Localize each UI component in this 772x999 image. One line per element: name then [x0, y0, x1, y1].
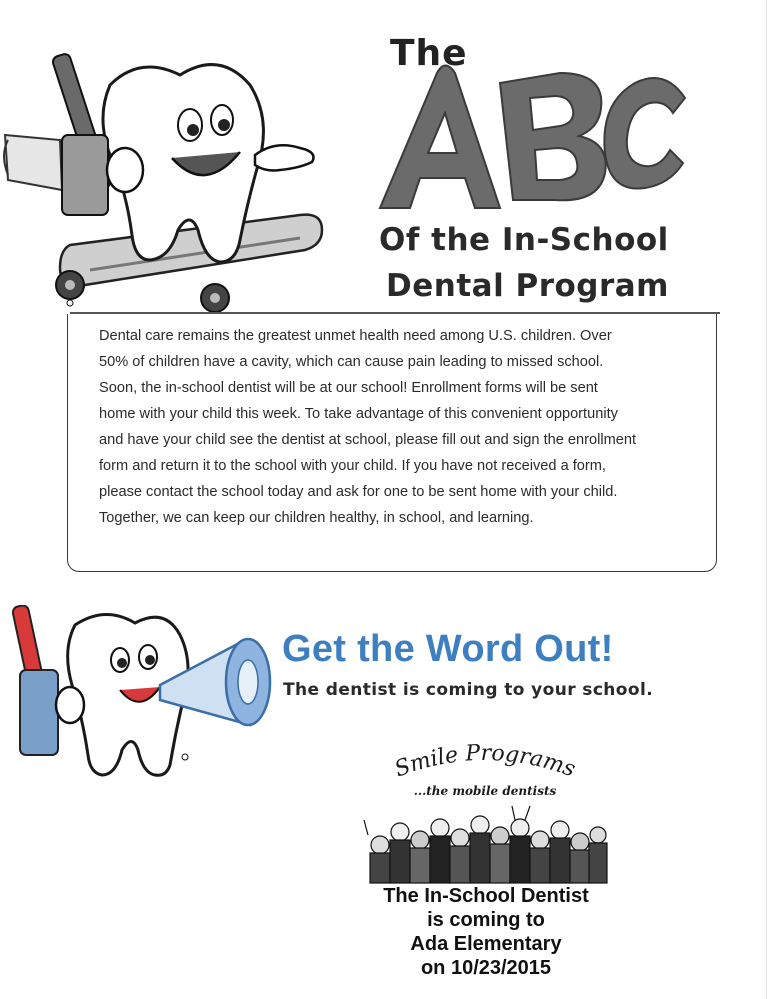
- visit-notice: [350, 884, 622, 980]
- tooth-skateboard-mascot-icon: [0, 40, 335, 320]
- logo-tagline: ...the mobile dentists: [413, 784, 557, 798]
- subtitle-line1: Of the In-School: [379, 222, 669, 258]
- tooth-megaphone-mascot-icon: [10, 605, 280, 780]
- abc-letters-graphic: [365, 28, 705, 228]
- notice-line4: on 10/23/2015: [420, 957, 552, 979]
- subtitle-line2: Dental Program: [386, 268, 669, 304]
- notice-line2: is coming to: [427, 909, 545, 931]
- logo-brand: Smile Programs: [391, 740, 579, 783]
- promo-headline: Get the Word Out!: [282, 628, 614, 670]
- info-box: [67, 314, 717, 572]
- info-paragraph: Dental care remains the greatest unmet health need among U.S. children. Over 50% of children have a cavity, which can cause pain leading to missed school. Soon, the in-school dentist will be at our school! Enrollment forms will be sent home with your child this week. To take advantage of this convenient opportunity and have your child see the dentist at school, please fill out and sign the enrollment form and return it to the school with your child. If you have not received a form, please contact the school today and ask for one to be sent home with your child. Together, we can keep our children healthy, in school, and learning.: [99, 328, 637, 526]
- notice-line1: The In-School Dentist: [383, 885, 589, 907]
- notice-line3: Ada Elementary: [410, 933, 562, 955]
- promo-subline: The dentist is coming to your school.: [283, 680, 654, 700]
- title-the: The: [390, 33, 468, 74]
- page-edge: [766, 0, 767, 999]
- crowd-illustration-icon: [364, 806, 607, 883]
- smile-programs-logo: [360, 740, 610, 890]
